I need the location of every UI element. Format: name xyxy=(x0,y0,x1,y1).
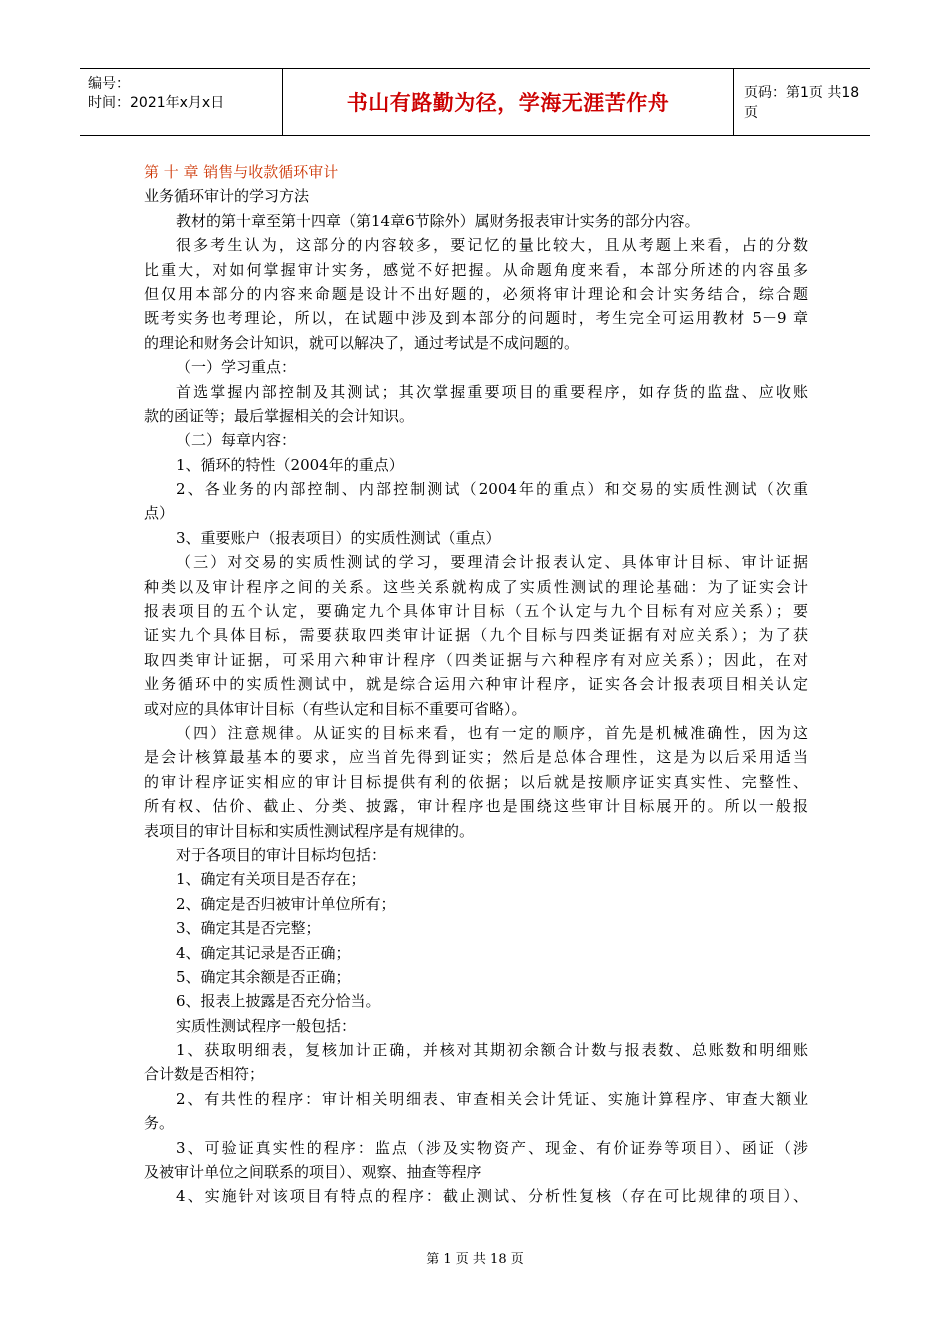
document-body xyxy=(144,160,808,1209)
body-text xyxy=(144,184,808,1208)
text-line: 或对应的具体审计目标（有些认定和目标不重要可省略）。 xyxy=(144,699,527,718)
text-line: 是会计核算最基本的要求，应当首先得到证实；然后是总体合理性，这是为以后采用适当 xyxy=(144,748,808,767)
text-line: 1、循环的特性（2004年的重点） xyxy=(176,455,404,474)
text-line: 2、确定是否归被审计单位所有； xyxy=(176,894,396,913)
document-date: 时间：2021年x月x日 xyxy=(88,95,225,111)
text-line: （四）注意规律。从证实的目标来看，也有一定的顺序，首先是机械准确性，因为这 xyxy=(176,723,808,742)
header-meta xyxy=(80,69,282,135)
text-line: 首选掌握内部控制及其测试；其次掌握重要项目的重要程序，如存货的监盘、应收账 xyxy=(176,382,808,401)
text-line: 2、有共性的程序：审计相关明细表、审查相关会计凭证、实施计算程序、审查大额业 xyxy=(176,1089,808,1108)
text-line: 合计数是否相符； xyxy=(144,1065,265,1084)
text-line: 款的函证等；最后掌握相关的会计知识。 xyxy=(144,406,415,425)
text-line: （二）每章内容： xyxy=(176,431,297,450)
text-line: 取四类审计证据，可采用六种审计程序（四类证据与六种程序有对应关系）；因此，在对 xyxy=(144,650,808,669)
page-header xyxy=(80,68,870,136)
page-footer: 第 1 页 共 18 页 xyxy=(426,1252,524,1267)
text-line: 证实九个具体目标，需要获取四类审计证据（九个目标与四类证据有对应关系）；为了获 xyxy=(144,626,808,645)
text-line: 比重大，对如何掌握审计实务，感觉不好把握。从命题角度来看，本部分所述的内容虽多 xyxy=(144,260,808,279)
text-line: 2、各业务的内部控制、内部控制测试（2004年的重点）和交易的实质性测试（次重 xyxy=(176,480,808,499)
text-line: 但仅用本部分的内容来命题是设计不出好题的，必须将审计理论和会计实务结合，综合题 xyxy=(144,284,808,303)
text-line: 表项目的审计目标和实质性测试程序是有规律的。 xyxy=(144,821,475,840)
text-line: 很多考生认为，这部分的内容较多，要记忆的量比较大，且从考题上来看，占的分数 xyxy=(176,236,808,255)
text-line: 对于各项目的审计目标均包括： xyxy=(176,845,387,864)
text-line: 3、确定其是否完整； xyxy=(176,919,321,938)
text-line: 实质性测试程序一般包括： xyxy=(176,1016,357,1035)
text-line: （一）学习重点： xyxy=(176,358,297,377)
text-line: （三）对交易的实质性测试的学习，要理清会计报表认定、具体审计目标、审计证据 xyxy=(176,553,808,572)
text-line: 1、获取明细表，复核加计正确，并核对其期初余额合计数与报表数、总账数和明细账 xyxy=(176,1041,808,1060)
header-motto-cell xyxy=(282,69,734,135)
header-page-info: 页码：第1页 共18页 xyxy=(744,85,860,121)
text-line: 1、确定有关项目是否存在； xyxy=(176,870,366,889)
text-line: 4、实施针对该项目有特点的程序：截止测试、分析性复核（存在可比规律的项目）、 xyxy=(176,1187,808,1206)
text-line: 报表项目的五个认定，要确定九个具体审计目标（五个认定与九个目标有对应关系）；要 xyxy=(144,602,808,621)
document-number-label: 编号： xyxy=(88,76,130,92)
text-line: 的理论和财务会计知识，就可以解决了，通过考试是不成问题的。 xyxy=(144,333,580,352)
text-line: 业务循环审计的学习方法 xyxy=(144,187,310,206)
text-line: 的审计程序证实相应的审计目标提供有利的依据；以后就是按顺序证实真实性、完整性、 xyxy=(144,772,808,791)
text-line: 5、确定其余额是否正确； xyxy=(176,967,351,986)
text-line: 教材的第十章至第十四章（第14章6节除外）属财务报表审计实务的部分内容。 xyxy=(176,211,700,230)
header-motto: 书山有路勤为径，学海无涯苦作舟 xyxy=(346,91,670,115)
text-line: 所有权、估价、截止、分类、披露，审计程序也是围绕这些审计目标展开的。所以一般报 xyxy=(144,797,808,816)
text-line: 6、报表上披露是否充分恰当。 xyxy=(176,992,381,1011)
text-line: 4、确定其记录是否正确； xyxy=(176,943,351,962)
text-line: 业务循环中的实质性测试中，就是综合运用六种审计程序，证实各会计报表项目相关认定 xyxy=(144,675,808,694)
text-line: 3、可验证真实性的程序：监点（涉及实物资产、现金、有价证券等项目）、函证（涉 xyxy=(176,1138,808,1157)
text-line: 种类以及审计程序之间的关系。这些关系就构成了实质性测试的理论基础：为了证实会计 xyxy=(144,577,808,596)
text-line: 既考实务也考理论，所以，在试题中涉及到本部分的问题时，考生完全可运用教材 5－9 章 xyxy=(144,309,808,328)
chapter-title: 第 十 章 销售与收款循环审计 xyxy=(144,163,339,181)
text-line: 务。 xyxy=(144,1114,175,1133)
text-line: 点） xyxy=(144,504,175,523)
text-line: 及被审计单位之间联系的项目）、观察、抽查等程序 xyxy=(144,1163,482,1182)
text-line: 3、重要账户（报表项目）的实质性测试（重点） xyxy=(176,528,501,547)
